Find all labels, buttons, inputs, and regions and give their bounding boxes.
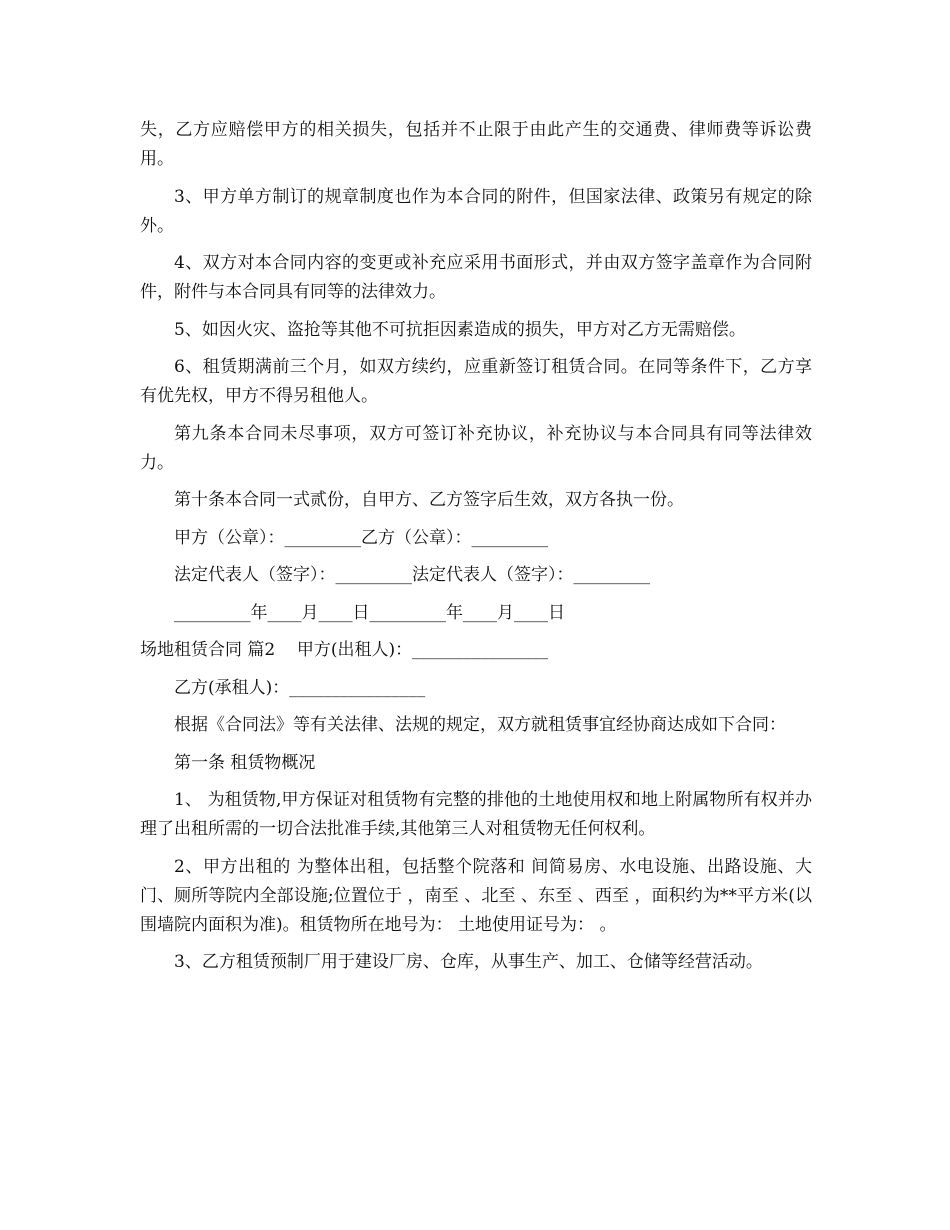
paragraph-item-6-renewal: 6、租赁期满前三个月，如双方续约，应重新签订租赁合同。在同等条件下，乙方享有优先权，甲方不得另租他人。	[140, 357, 812, 406]
paragraph-article-1-item-3: 3、乙方租赁预制厂用于建设厂房、仓库，从事生产、加工、仓储等经营活动。	[174, 952, 763, 972]
paragraph-item-3-rules: 3、甲方单方制订的规章制度也作为本合同的附件，但国家法律、政策另有规定的除外。	[140, 186, 812, 236]
signature-seal-line: 甲方（公章）：_________乙方（公章）：_________	[174, 527, 548, 548]
signature-representative-line: 法定代表人（签字）：_________法定代表人（签字）：_________	[174, 565, 650, 585]
contract-2-heading-lessor: 场地租赁合同 篇2 甲方(出租人)：________________	[140, 640, 549, 660]
lessee-line: 乙方(承租人)：________________	[174, 677, 426, 698]
article-1-heading: 第一条 租赁物概况	[174, 752, 316, 773]
paragraph-preamble: 根据《合同法》等有关法律、法规的规定，双方就租赁事宜经协商达成如下合同：	[174, 715, 786, 735]
paragraph-article-1-item-2: 2、甲方出租的 为整体出租，包括整个院落和 间简易房、水电设施、出路设施、大门、厕所等院内全部设施;位置位于 ，南至 、北至 、东至 、西至 ，面积约为**平方米(以围墙院内面积为准)。租赁物所在地号为： 土地使用证号为： 。	[140, 856, 812, 935]
document-body	[140, 116, 812, 977]
paragraph-article-1-item-1: 1、 为租赁物,甲方保证对租赁物有完整的排他的土地使用权和地上附属物所有权并办理了出租所需的一切合法批准手续,其他第三人对租赁物无任何权利。	[140, 790, 812, 839]
paragraph-article-10: 第十条本合同一式贰份，自甲方、乙方签字后生效，双方各执一份。	[174, 490, 684, 510]
paragraph-item-4-amendment: 4、双方对本合同内容的变更或补充应采用书面形式，并由双方签字盖章作为合同附件，附件与本合同具有同等的法律效力。	[140, 253, 812, 302]
signature-date-line: _________年____月____日_________年____月____日	[174, 602, 565, 623]
paragraph-loss-compensation: 失，乙方应赔偿甲方的相关损失，包括并不止限于由此产生的交通费、律师费等诉讼费用。	[140, 120, 812, 169]
paragraph-article-9: 第九条本合同未尽事项，双方可签订补充协议，补充协议与本合同具有同等法律效力。	[140, 423, 812, 473]
paragraph-item-5-force-majeure: 5、如因火灾、盗抢等其他不可抗拒因素造成的损失，甲方对乙方无需赔偿。	[174, 319, 746, 340]
